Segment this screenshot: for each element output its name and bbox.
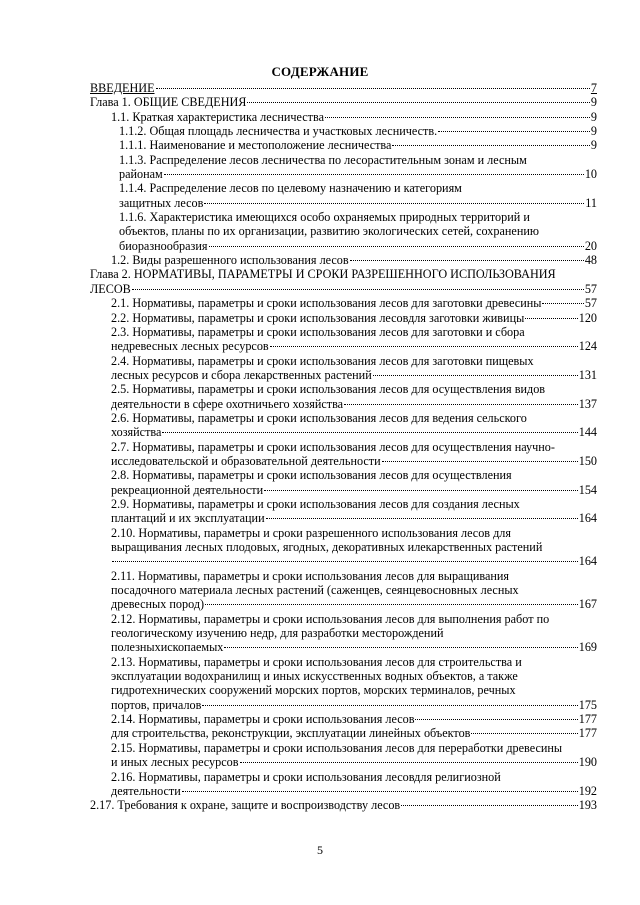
dot-leader (162, 432, 577, 433)
toc-page-number: 150 (578, 453, 597, 468)
toc-entry-text: 2.9. Нормативы, параметры и сроки использования лесов для создания лесных (111, 496, 520, 511)
toc-entry[interactable] (90, 138, 597, 152)
toc-entry[interactable] (90, 81, 597, 95)
toc-entry[interactable] (90, 798, 597, 812)
toc-page-number: 9 (590, 95, 597, 110)
toc-entry[interactable] (90, 655, 597, 712)
toc-entry-text: 1.1. Краткая характеристика лесничества (111, 109, 325, 124)
toc-entry[interactable] (90, 325, 597, 354)
dot-leader (205, 604, 578, 605)
dot-leader (202, 705, 577, 706)
toc-entry-text: выращивания лесных плодовых, ягодных, декоративных илекарственных растений (111, 540, 543, 554)
dot-leader (438, 131, 590, 132)
toc-entry-text: 1.1.3. Распределение лесов лесничества по лесорастительным зонам и лесным (119, 152, 527, 167)
toc-entry-text: биоразнообразия (119, 238, 208, 253)
toc-page-number: 11 (585, 195, 597, 210)
dot-leader (471, 733, 577, 734)
dot-leader (325, 117, 590, 118)
toc-entry-text: 2.1. Нормативы, параметры и сроки использования лесов для заготовки древесины (111, 296, 542, 311)
toc-entry-text: 1.1.2. Общая площадь лесничества и участковых лесничеств. (119, 124, 438, 139)
dot-leader (401, 805, 578, 806)
toc-entry-text: недревесных лесных ресурсов (111, 339, 269, 354)
toc-entry[interactable] (90, 468, 597, 497)
toc-entry-text: 1.1.4. Распределение лесов по целевому назначению и категориям (119, 181, 462, 196)
toc-entry[interactable] (90, 712, 597, 726)
dot-leader (182, 791, 578, 792)
toc-entry[interactable] (90, 569, 597, 612)
toc-entry[interactable] (90, 382, 597, 411)
toc-entry-text: Глава 2. НОРМАТИВЫ, ПАРАМЕТРЫ И СРОКИ РАЗРЕШЕННОГО ИСПОЛЬЗОВАНИЯ (90, 267, 556, 282)
toc-entry-text: посадочного материала лесных растений (саженцев, сеянцевосновных лесных (111, 583, 519, 598)
dot-leader (525, 318, 577, 319)
dot-leader (209, 246, 584, 247)
dot-leader (132, 289, 584, 290)
toc-entry[interactable] (90, 440, 597, 469)
toc-entry-text: лесных ресурсов и сбора лекарственных растений (111, 367, 372, 382)
dot-leader (266, 518, 578, 519)
toc-entry-text: защитных лесов (119, 195, 204, 210)
toc-entry-text: 2.16. Нормативы, параметры и сроки использования лесовдля религиозной (111, 769, 501, 784)
toc-page-number: 167 (578, 597, 597, 612)
toc-entry-text: 2.13. Нормативы, параметры и сроки использования лесов для строительства и (111, 654, 522, 669)
toc-entry-text: древесных пород) (111, 597, 205, 612)
dot-leader (204, 203, 584, 204)
toc-entry-text: 2.15. Нормативы, параметры и сроки использования лесов для переработки древесины (111, 740, 563, 755)
dot-leader (392, 145, 589, 146)
toc-entry[interactable] (90, 411, 597, 440)
toc-page-number: 9 (590, 124, 597, 139)
toc-entry-text: 1.2. Виды разрешенного использования лесов (111, 253, 349, 268)
toc-entry-text: деятельности в сфере охотничьего хозяйства (111, 396, 344, 411)
toc-entry-text: 2.10. Нормативы, параметры и сроки разрешенного использования лесов для (111, 525, 511, 540)
toc-page-number: 154 (578, 482, 597, 497)
toc-entry[interactable] (90, 253, 597, 267)
toc-page-number: 190 (578, 755, 597, 770)
toc-entry[interactable] (90, 354, 597, 383)
toc-page-number: 9 (590, 138, 597, 153)
toc-entry-text: 2.4. Нормативы, параметры и сроки использования лесов для заготовки пищевых (111, 353, 534, 368)
toc-page-number: 177 (578, 712, 597, 727)
toc-entry-text: 2.7. Нормативы, параметры и сроки использования лесов для осуществления научно- (111, 439, 555, 454)
toc-entry[interactable] (90, 612, 597, 655)
toc-entry-text: 1.1.1. Наименование и местоположение лесничества (119, 138, 392, 153)
dot-leader (112, 561, 578, 562)
toc-entry-text: 2.14. Нормативы, параметры и сроки использования лесов (111, 712, 415, 727)
dot-leader (224, 647, 577, 648)
toc-entry-text: 2.2. Нормативы, параметры и сроки использования лесовдля заготовки живицы (111, 310, 525, 325)
toc-page-number: 131 (578, 367, 597, 382)
toc-entry-text: районам (119, 167, 163, 182)
toc-entry-text: полезныхископаемых (111, 640, 224, 655)
dot-leader (264, 490, 578, 491)
toc-entry-text: исследовательской и образовательной деятельности (111, 453, 381, 468)
toc-entry-text: объектов, планы по их организации, развитию экологических сетей, сохранению (119, 224, 539, 239)
toc-page-number: 164 (578, 511, 597, 526)
toc-page-number: 192 (578, 783, 597, 798)
toc-page-number: 120 (578, 310, 597, 325)
toc-entry-text: ЛЕСОВ (90, 281, 131, 296)
toc-page-number: 193 (578, 798, 597, 813)
toc-entry[interactable] (90, 95, 597, 109)
toc-page-number: 177 (578, 726, 597, 741)
toc-page-number: 164 (578, 554, 597, 569)
toc-entry[interactable] (90, 210, 597, 253)
toc-entry[interactable] (90, 110, 597, 124)
toc-page-number: 169 (578, 640, 597, 655)
toc-entry-text: 2.5. Нормативы, параметры и сроки использования лесов для осуществления видов (111, 382, 546, 397)
toc-entry-text: портов, причалов (111, 697, 202, 712)
dot-leader (415, 719, 577, 720)
toc-entry-text: и иных лесных ресурсов (111, 755, 239, 770)
toc-page-number: 144 (578, 425, 597, 440)
toc-entry[interactable] (90, 267, 597, 296)
toc-entry-text: 2.11. Нормативы, параметры и сроки использования лесов для выращивания (111, 568, 510, 583)
toc-entry-text: плантаций и их эксплуатации (111, 511, 265, 526)
toc-entry[interactable] (90, 741, 597, 770)
toc-entry-text: 2.17. Требования к охране, защите и воспроизводству лесов (90, 798, 401, 813)
toc-entry-text: хозяйства (111, 425, 162, 440)
toc-entry-text: 1.1.6. Характеристика имеющихся особо охраняемых природных территорий и (119, 210, 530, 225)
page-number: 5 (317, 843, 323, 857)
dot-leader (270, 346, 578, 347)
toc-entry-text: рекреационной деятельности (111, 482, 264, 497)
toc-page-number: 10 (584, 167, 597, 182)
toc-entry[interactable] (90, 124, 597, 138)
toc-page-number: 20 (584, 238, 597, 253)
toc-entry-text: эксплуатации водохранилищ и иных искусственных водных объектов, а также (111, 669, 518, 684)
toc-entry[interactable] (90, 296, 597, 310)
table-of-contents (90, 81, 597, 813)
toc-entry-text: 2.6. Нормативы, параметры и сроки использования лесов для ведения сельского (111, 410, 527, 425)
toc-entry-text: ВВЕДЕНИЕ (90, 81, 155, 95)
toc-page-number: 57 (584, 296, 597, 311)
dot-leader (373, 375, 578, 376)
toc-page-number: 175 (578, 697, 597, 712)
toc-page-number: 124 (578, 339, 597, 354)
toc-entry[interactable] (90, 153, 597, 182)
toc-page-number: 9 (590, 109, 597, 124)
toc-title: СОДЕРЖАНИЕ (271, 64, 369, 79)
dot-leader (164, 174, 584, 175)
toc-entry-text: Глава 1. ОБЩИЕ СВЕДЕНИЯ (90, 95, 247, 110)
toc-entry[interactable] (90, 770, 597, 799)
toc-entry[interactable] (90, 181, 597, 210)
toc-page-number: 7 (590, 81, 597, 95)
toc-entry-text: 2.12. Нормативы, параметры и сроки использования лесов для выполнения работ по (111, 611, 550, 626)
toc-entry-text: 2.8. Нормативы, параметры и сроки использования лесов для осуществления (111, 468, 512, 483)
toc-entry-text: 2.3. Нормативы, параметры и сроки использования лесов для заготовки и сбора (111, 324, 525, 339)
dot-leader (156, 88, 590, 89)
toc-entry-text: деятельности (111, 783, 181, 798)
dot-leader (240, 762, 578, 763)
dot-leader (344, 404, 578, 405)
dot-leader (350, 260, 584, 261)
dot-leader (382, 461, 578, 462)
toc-entry-text: геологическому изучению недр, для разработки месторождений (111, 626, 444, 641)
dot-leader (247, 102, 589, 103)
toc-page-number: 137 (578, 396, 597, 411)
toc-page-number: 48 (584, 253, 597, 268)
toc-page-number: 57 (584, 281, 597, 296)
dot-leader (542, 303, 583, 304)
toc-entry-text: для строительства, реконструкции, эксплуатации линейных объектов (111, 726, 471, 741)
toc-entry[interactable] (90, 497, 597, 526)
toc-entry-text: гидротехнических сооружений морских портов, морских терминалов, речных (111, 683, 516, 698)
toc-entry[interactable] (90, 726, 597, 740)
toc-entry[interactable] (90, 311, 597, 325)
toc-entry[interactable] (90, 526, 597, 569)
